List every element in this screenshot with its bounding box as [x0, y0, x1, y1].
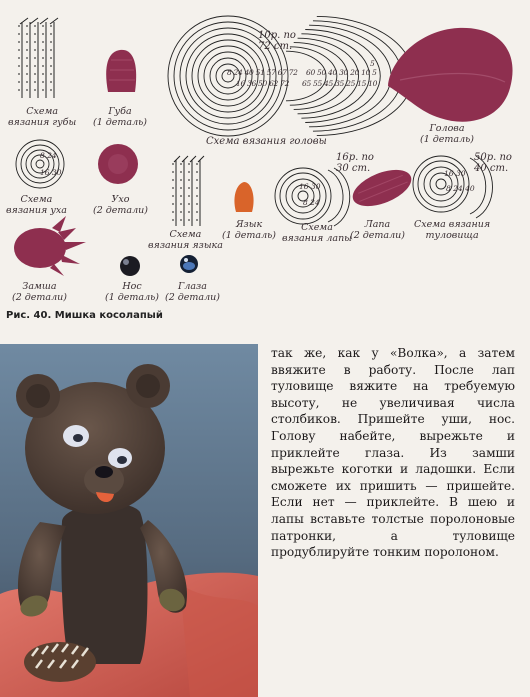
head-note: 10р. по 72 ст.	[258, 30, 296, 52]
nose-piece-caption: Нос (1 деталь)	[105, 281, 160, 303]
paw-piece-caption: Лапа (2 детали)	[350, 219, 405, 241]
lip-stitch-chart	[18, 18, 58, 98]
ear-numbers-a: 8 24	[40, 151, 57, 160]
lip-piece-shape	[106, 50, 136, 92]
instruction-paragraph: так же, как у «Волка», а затем ввяжите в работу. После лап туловище вяжите на требуемую высоту, не увеличивая числа столбиков. Пришейте уши, нос. Голову набейте, вырежьте и приклейте глаза. Из замши вырежьте коготки и ладошки. Если сможете их пришить — пришейте. Если нет — приклейте. В шею и лапы вставьте толстые поролоновые патронки, а туловище продублируйте тонким поролоном.	[271, 346, 515, 560]
lip-scheme-caption: Схема вязания губы	[8, 106, 77, 128]
bear-photo-illustration	[0, 344, 258, 697]
paw-numbers-b: 8 24	[303, 198, 320, 207]
head-right-tail: 5	[370, 59, 375, 68]
tongue-scheme-caption: Схема вязания языка	[148, 229, 223, 251]
head-scheme-caption: Схема вязания головы	[206, 136, 327, 147]
tongue-piece-shape	[234, 182, 253, 212]
head-piece-caption: Голова (1 деталь)	[420, 123, 475, 145]
torso-numbers-b: 8 24 40	[446, 184, 475, 193]
suede-piece-caption: Замша (2 детали)	[12, 281, 67, 303]
nose-piece-shape	[120, 256, 140, 276]
head-right-numbers-top: 60 50 40 30 20 10 5	[306, 68, 377, 77]
torso-note: 50р. по 40 ст.	[474, 152, 512, 174]
suede-piece-shape	[14, 216, 86, 276]
head-right-numbers-bottom: 65 55 45 35 25 15 10	[302, 79, 378, 88]
ear-piece-caption: Ухо (2 детали)	[93, 194, 148, 216]
ear-scheme-caption: Схема вязания уха	[6, 194, 67, 216]
eyes-piece-caption: Глаза (2 детали)	[165, 281, 220, 303]
tongue-piece-caption: Язык (1 деталь)	[222, 219, 277, 241]
paw-scheme-caption: Схема вязания лапы	[282, 222, 352, 244]
torso-scheme-caption: Схема вязания туловища	[414, 219, 491, 241]
head-inner-numbers-top: 8 24 40 51 57 67 72	[227, 68, 298, 77]
tongue-stitch-chart	[172, 156, 204, 226]
figure-caption: Рис. 40. Мишка косолапый	[6, 310, 163, 321]
ear-scheme-circles	[16, 140, 64, 188]
ear-numbers-b: 16 30	[40, 168, 62, 177]
head-piece-shape	[388, 28, 513, 122]
paw-numbers-a: 16 30	[299, 182, 321, 191]
head-inner-numbers-bottom: 16 36 50 62 72	[236, 79, 290, 88]
torso-numbers-a: 16 30	[444, 169, 466, 178]
paw-note: 16р. по 30 ст.	[336, 152, 374, 174]
bear-photo	[0, 344, 258, 697]
lip-piece-caption: Губа (1 деталь)	[93, 106, 148, 128]
